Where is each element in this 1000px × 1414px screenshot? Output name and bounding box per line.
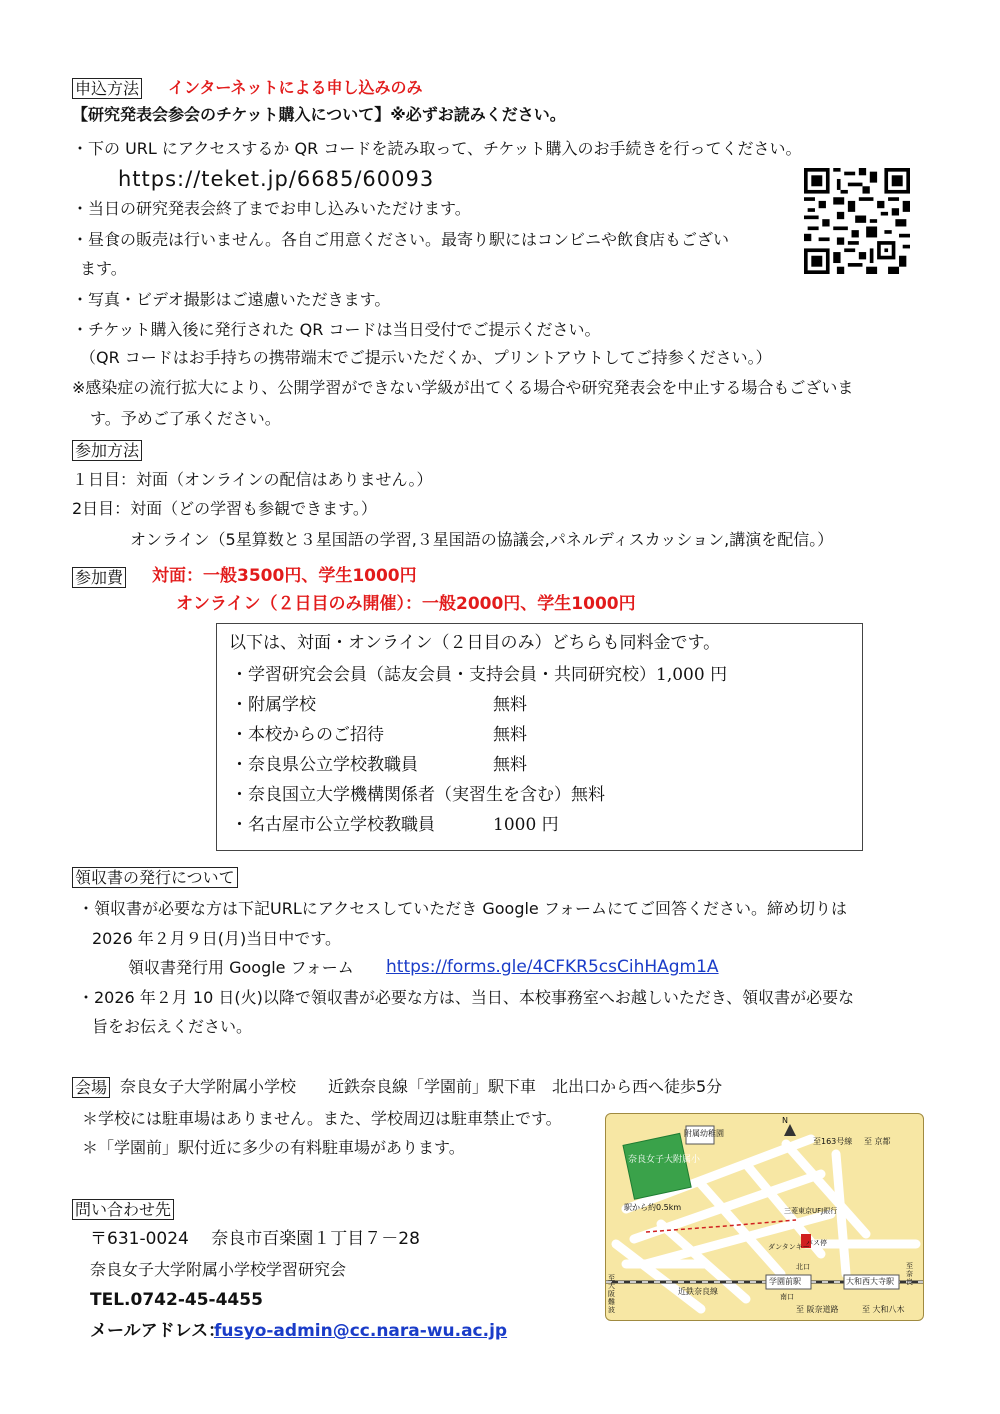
fee-in-person: 対面：一般3500円、学生1000円 xyxy=(152,566,417,586)
map-kyoto-label: 至 京都 xyxy=(864,1137,891,1146)
application-note-2: ・昼食の販売は行いません。各自ご用意ください。最寄り駅にはコンビニや飲食店もござい xyxy=(72,230,729,249)
receipt-form-label: 領収書発行用 Google フォーム xyxy=(128,958,354,977)
ticket-heading: 【研究発表会参会のチケット購入について】※必ずお読みください。 xyxy=(72,105,566,124)
receipt-line-1: ・領収書が必要な方は下記URLにアクセスしていただき Google フォームにてご回答ください。締め切りは xyxy=(78,899,848,918)
fee-item-name: ・奈良国立大学機構関係者（実習生を含む）無料 xyxy=(231,785,605,805)
participation-day2: 2日目：対面（どの学習も参観できます。） xyxy=(72,499,377,518)
map-distance-label: 駅から約0.5km xyxy=(624,1203,682,1212)
map-yamato-station-label: 大和西大寺駅 xyxy=(846,1277,894,1286)
application-note-1: ・当日の研究発表会終了までお申し込みいただけます。 xyxy=(72,199,471,218)
fee-box-intro: 以下は、対面・オンライン（２日目のみ）どちらも同料金です。 xyxy=(229,633,721,653)
venue-text: 奈良女子大学附属小学校 近鉄奈良線「学園前」駅下車 北出口から西へ徒歩5分 xyxy=(120,1077,723,1096)
section-label-venue: 会場 xyxy=(72,1077,110,1098)
section-label-receipt: 領収書の発行について xyxy=(72,867,238,888)
qr-code-icon xyxy=(804,168,910,274)
fee-item-name: ・学習研究会会員（誌友会員・支持会員・共同研究校）1,000 円 xyxy=(231,665,728,685)
fee-item-name: ・附属学校 xyxy=(231,695,316,715)
application-method: インターネットによる申し込みのみ xyxy=(168,78,423,97)
section-label-participation: 参加方法 xyxy=(72,440,142,461)
contact-org: 奈良女子大学附属小学校学習研究会 xyxy=(90,1260,347,1279)
qr-code[interactable] xyxy=(804,168,910,274)
map-bus-label: バス停 xyxy=(806,1239,827,1247)
application-note-2b: ます。 xyxy=(80,259,127,278)
venue-note-2: ＊「学園前」駅付近に多少の有料駐車場があります。 xyxy=(82,1138,465,1157)
map-line-label: 近鉄奈良線 xyxy=(678,1287,718,1296)
fee-table-box xyxy=(216,623,863,851)
venue-note-1: ＊学校には駐車場はありません。また、学校周辺は駐車禁止です。 xyxy=(82,1109,562,1128)
application-note-5: （QR コードはお手持ちの携帯端末でご提示いただくか、プリントアウトしてご持参ください。） xyxy=(80,348,772,367)
fee-item-value: 無料 xyxy=(493,695,527,715)
map-north-label: N xyxy=(782,1116,788,1125)
section-label-application: 申込方法 xyxy=(72,78,142,99)
map-road-label: 至 阪奈道路 xyxy=(796,1305,839,1314)
fee-item-name: ・本校からのご招待 xyxy=(231,725,384,745)
ticket-instruction: ・下の URL にアクセスするか QR コードを読み取って、チケット購入のお手続きを行ってください。 xyxy=(72,139,802,158)
map-kindergarten-label: 附属幼稚園 xyxy=(684,1129,724,1138)
receipt-line-2: 2026 年２月９日(月)当日中です。 xyxy=(92,929,342,948)
application-note-4: ・チケット購入後に発行された QR コードは当日受付でご提示ください。 xyxy=(72,320,601,339)
contact-email-label: メールアドレス： xyxy=(90,1321,226,1341)
fee-item-name: ・奈良県公立学校教職員 xyxy=(231,755,418,775)
section-label-contact: 問い合わせ先 xyxy=(72,1199,174,1220)
map-south-exit-label: 南口 xyxy=(780,1293,794,1301)
participation-online: オンライン（5星算数と３星国語の学習,３星国語の協議会,パネルディスカッション,講演を配信。） xyxy=(130,530,834,549)
map-station-label: 学園前駅 xyxy=(769,1277,801,1286)
section-label-fees: 参加費 xyxy=(72,567,126,588)
access-map xyxy=(605,1113,924,1321)
fee-online: オンライン（２日目のみ開催）：一般2000円、学生1000円 xyxy=(176,594,636,614)
receipt-form-link[interactable]: https://forms.gle/4CFKR5csCihHAgm1A xyxy=(386,957,719,977)
application-note-6b: す。予めご了承ください。 xyxy=(90,409,281,428)
map-north-exit-label: 北口 xyxy=(796,1263,810,1271)
fee-item-value: 無料 xyxy=(493,755,527,775)
fee-item-value: 無料 xyxy=(493,725,527,745)
map-route163-label: 至163号線 xyxy=(813,1137,853,1146)
fee-item-value: 1000 円 xyxy=(493,815,559,835)
participation-day1: １日目：対面（オンラインの配信はありません。） xyxy=(72,470,433,489)
ticket-url[interactable]: https://teket.jp/6685/60093 xyxy=(118,167,435,191)
receipt-line-4: 旨をお伝えください。 xyxy=(92,1017,253,1036)
application-note-6: ※感染症の流行拡大により、公開学習ができない学級が出てくる場合や研究発表会を中止する場合もございま xyxy=(72,378,854,397)
map-yagi-label: 至 大和八木 xyxy=(862,1305,905,1314)
map-osaka-label: 至大阪難波 xyxy=(608,1274,615,1314)
fee-item-name: ・名古屋市公立学校教職員 xyxy=(231,815,435,835)
map-shop-label: ダンタンキー xyxy=(768,1243,810,1251)
application-note-3: ・写真・ビデオ撮影はご遠慮いただきます。 xyxy=(72,290,391,309)
map-school-label: 奈良女子大附属小 xyxy=(628,1155,701,1165)
contact-tel: TEL.0742-45-4455 xyxy=(90,1290,263,1310)
contact-email-link[interactable]: fusyo-admin@cc.nara-wu.ac.jp xyxy=(214,1321,508,1341)
receipt-line-3: ・2026 年２月 10 日(火)以降で領収書が必要な方は、当日、本校事務室へお越しいただき、領収書が必要な xyxy=(78,988,855,1007)
map-bank-label: 三菱東京UFJ銀行 xyxy=(784,1207,838,1215)
contact-postal: 〒631-0024 奈良市百楽園１丁目７－28 xyxy=(90,1229,420,1249)
map-nara-label: 至奈良 xyxy=(906,1262,913,1286)
